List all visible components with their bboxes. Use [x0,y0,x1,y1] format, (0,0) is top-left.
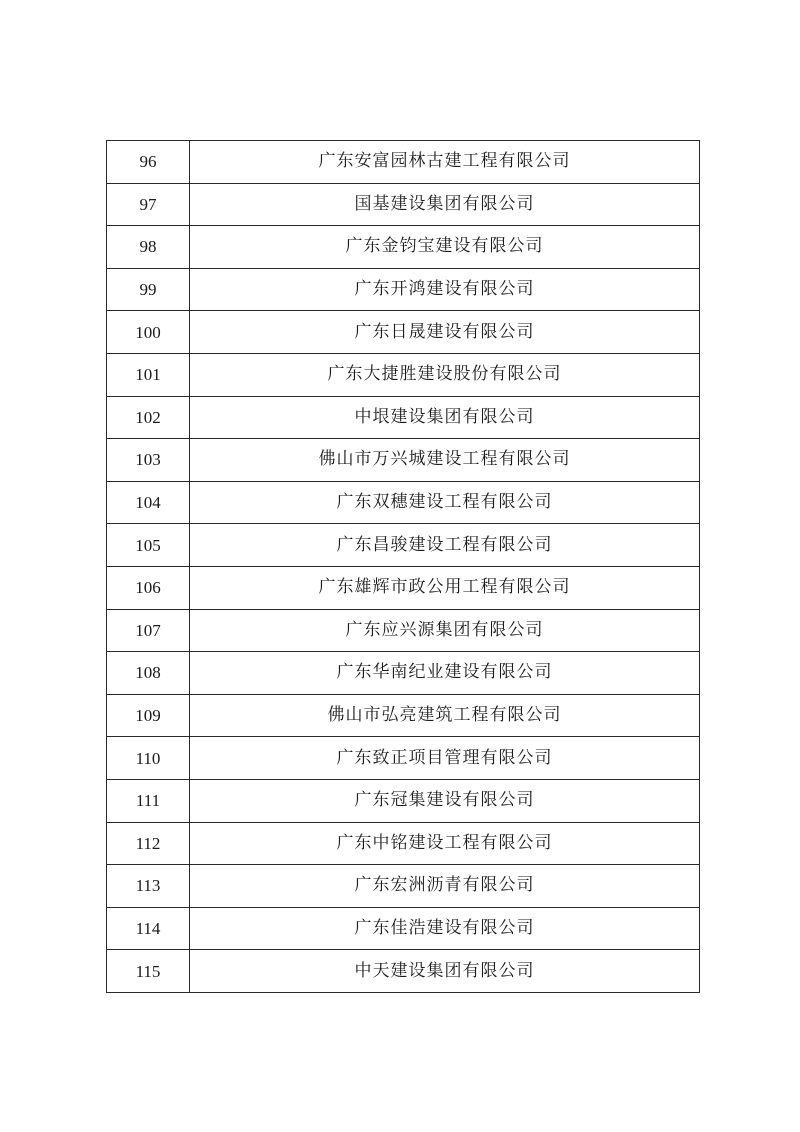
table-row [107,353,700,396]
company-name: 广东金钧宝建设有限公司 [190,226,700,269]
company-name: 广东中铭建设工程有限公司 [190,822,700,865]
row-number: 103 [107,439,190,482]
table-row [107,524,700,567]
table-row [107,396,700,439]
company-name: 广东雄辉市政公用工程有限公司 [190,566,700,609]
company-list-table [106,140,700,993]
company-name: 广东佳浩建设有限公司 [190,907,700,950]
company-name: 佛山市万兴城建设工程有限公司 [190,439,700,482]
company-list-body [107,141,700,993]
row-number: 102 [107,396,190,439]
row-number: 100 [107,311,190,354]
table-row [107,694,700,737]
row-number: 105 [107,524,190,567]
company-name: 广东日晟建设有限公司 [190,311,700,354]
row-number: 101 [107,353,190,396]
row-number: 97 [107,183,190,226]
row-number: 114 [107,907,190,950]
table-row [107,566,700,609]
table-row [107,737,700,780]
company-name: 广东开鸿建设有限公司 [190,268,700,311]
company-name: 广东冠集建设有限公司 [190,779,700,822]
table-row [107,311,700,354]
row-number: 96 [107,141,190,184]
row-number: 108 [107,652,190,695]
table-row [107,481,700,524]
table-row [107,183,700,226]
company-name: 广东大捷胜建设股份有限公司 [190,353,700,396]
table-row [107,652,700,695]
row-number: 99 [107,268,190,311]
table-row [107,439,700,482]
row-number: 107 [107,609,190,652]
company-name: 广东宏洲沥青有限公司 [190,865,700,908]
company-name: 广东致正项目管理有限公司 [190,737,700,780]
company-name: 佛山市弘亮建筑工程有限公司 [190,694,700,737]
row-number: 104 [107,481,190,524]
table-row [107,226,700,269]
table-row [107,865,700,908]
table-row [107,779,700,822]
row-number: 98 [107,226,190,269]
table-row [107,609,700,652]
company-name: 广东安富园林古建工程有限公司 [190,141,700,184]
table-row [107,950,700,993]
row-number: 115 [107,950,190,993]
row-number: 110 [107,737,190,780]
row-number: 111 [107,779,190,822]
company-name: 广东应兴源集团有限公司 [190,609,700,652]
table-row [107,907,700,950]
company-name: 广东华南纪业建设有限公司 [190,652,700,695]
table-row [107,268,700,311]
row-number: 106 [107,566,190,609]
company-name: 中天建设集团有限公司 [190,950,700,993]
table-row [107,141,700,184]
company-name: 广东昌骏建设工程有限公司 [190,524,700,567]
row-number: 113 [107,865,190,908]
row-number: 112 [107,822,190,865]
company-name: 中垠建设集团有限公司 [190,396,700,439]
company-name: 国基建设集团有限公司 [190,183,700,226]
company-name: 广东双穗建设工程有限公司 [190,481,700,524]
table-row [107,822,700,865]
row-number: 109 [107,694,190,737]
